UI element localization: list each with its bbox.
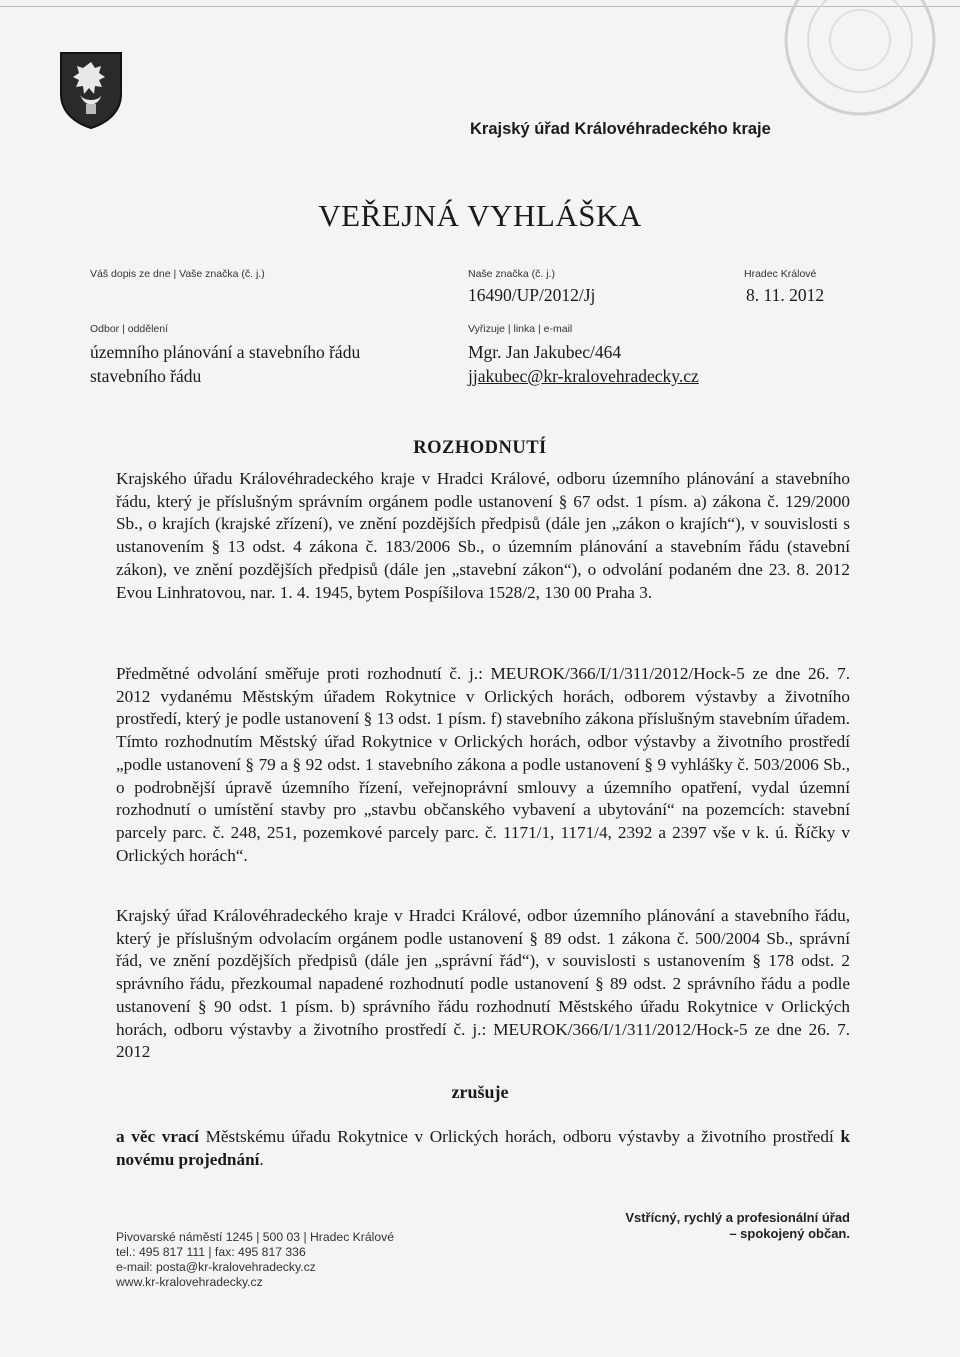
- our-reference-label: Naše značka (č. j.): [468, 268, 555, 280]
- stamp-seal-icon: [720, 0, 960, 120]
- handler-name: Mgr. Jan Jakubec/464: [468, 342, 622, 362]
- paragraph-remand: [116, 1126, 850, 1171]
- your-letter-label: Váš dopis ze dne | Vaše značka (č. j.): [90, 268, 265, 280]
- our-reference-value: 16490/UP/2012/Jj: [468, 285, 596, 305]
- coat-of-arms-icon: [58, 50, 124, 130]
- paragraph-review: Krajský úřad Královéhradeckého kraje v Hradci Králové, odbor územního plánování a stavebního řádu, který je příslušným odvolacím orgánem podle ustanovení § 89 odst. 1 zákona č. 500/2004 Sb., správní řád, ve znění pozdějších předpisů (dále jen „správní řád“), v souvislosti s ustanovením § 178 odst. 2 správního řádu, přezkoumal napadené rozhodnutí podle ustanovení § 89 odst. 2 správního řádu a podle ustanovení § 90 odst. 1 písm. b) správního řádu rozhodnutí Městského úřadu Rokytnice v Orlických horách, odboru výstavby a životního prostředí č. j.: MEUROK/366/I/1/311/2012/Hock-5 ze dne 26. 7. 2012: [116, 906, 850, 1062]
- department-line-1: územního plánování a stavebního řádu: [90, 342, 361, 362]
- footer-email[interactable]: e-mail: posta@kr-kralovehradecky.cz: [116, 1260, 316, 1274]
- department-line-2: stavebního řádu: [90, 366, 202, 386]
- remand-bold-1: a věc vrací: [116, 1127, 199, 1146]
- document-title: VEŘEJNÁ VYHLÁŠKA: [318, 198, 642, 233]
- remand-text: Městskému úřadu Rokytnice v Orlických horách, odboru výstavby a životního prostředí: [198, 1127, 841, 1146]
- remand-bold-2: k novému projednání: [116, 1127, 850, 1169]
- footer-address: Pivovarské náměstí 1245 | 500 03 | Hradec Králové: [116, 1230, 394, 1244]
- paragraph-appeal-subject: Předmětné odvolání směřuje proti rozhodnutí č. j.: MEUROK/366/I/1/311/2012/Hock-5 ze dne 26. 7. 2012 vydanému Městským úřadem Rokytnice v Orlických horách, odborem výstavby a životního prostředí, který je podle ustanovení § 13 odst. 1 písm. f) stavebního zákona příslušným stavebním úřadem. Tímto rozhodnutím Městský úřad Rokytnice v Orlických horách, odbor výstavby a životního prostředí „podle ustanovení § 79 a § 92 odst. 1 stavebního zákona a podle ustanovení § 9 vyhlášky č. 503/2006 Sb., o podrobnější úpravě územního řízení, veřejnoprávní smlouvy a územního opatření, vydal územní rozhodnutí o umístění stavby pro „stavbu občanského vybavení a ubytování“ na pozemcích: stavební parcely parc. č. 248, 251, pozemkové parcely parc. č. 1171/1, 1171/4, 2392 a 2397 vše v k. ú. Říčky v Orlických horách“.: [116, 664, 850, 865]
- department-value: [90, 340, 450, 388]
- footer-contact: [116, 1230, 394, 1290]
- document-date: 8. 11. 2012: [746, 285, 825, 305]
- handler-email-link[interactable]: jjakubec@kr-kralovehradecky.cz: [468, 366, 699, 386]
- footer-slogan-line-2: – spokojený občan.: [729, 1226, 850, 1241]
- office-name: Krajský úřad Královéhradeckého kraje: [470, 120, 771, 138]
- footer-slogan-line-1: Vstřícný, rychlý a profesionální úřad: [625, 1210, 850, 1225]
- handler-value: [468, 340, 788, 388]
- paragraph-authority: Krajského úřadu Královéhradeckého kraje v Hradci Králové, odboru územního plánování a stavebního řádu, který je příslušným správním orgánem podle ustanovení § 67 odst. 1 písm. a) zákona č. 129/2000 Sb., o krajích (krajské zřízení), ve znění pozdějších předpisů (dále jen „zákon o krajích“), v souvislosti s ustanovením § 13 odst. 4 zákona č. 183/2006 Sb., o územním plánování a stavebním řádu (stavební zákon), ve znění pozdějších předpisů (dále jen „stavební zákon“), o odvolání podaném dne 23. 8. 2012 Evou Linhratovou, nar. 1. 4. 1945, bytem Pospíšilova 1528/2, 130 00 Praha 3.: [116, 469, 850, 602]
- footer-web[interactable]: www.kr-kralovehradecky.cz: [116, 1275, 263, 1289]
- footer-phone: tel.: 495 817 111 | fax: 495 817 336: [116, 1245, 306, 1259]
- place-label: Hradec Králové: [744, 268, 817, 280]
- remand-end: .: [259, 1149, 264, 1169]
- footer-slogan: [560, 1210, 850, 1242]
- verdict: zrušuje: [451, 1082, 509, 1102]
- decision-title: ROZHODNUTÍ: [413, 438, 547, 458]
- handler-label: Vyřizuje | linka | e-mail: [468, 323, 573, 335]
- department-label: Odbor | oddělení: [90, 323, 169, 335]
